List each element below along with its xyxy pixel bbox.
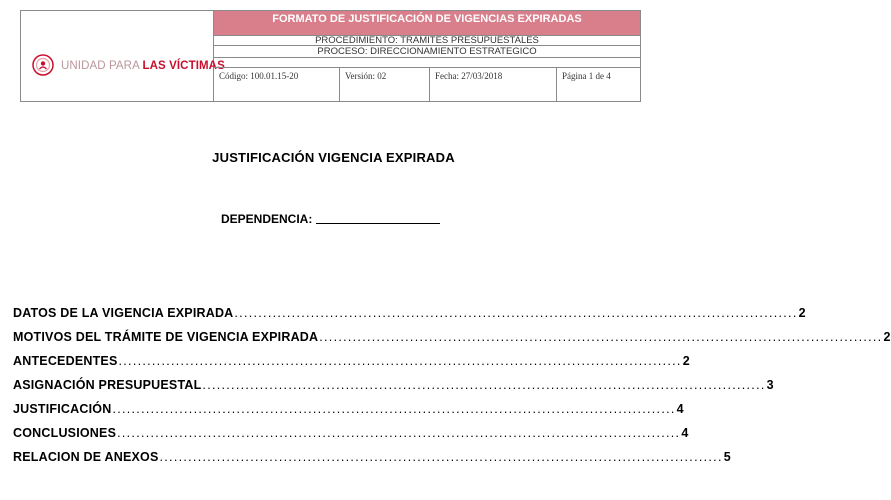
- document-title: JUSTIFICACIÓN VIGENCIA EXPIRADA: [212, 150, 455, 165]
- toc-item-page: 2: [682, 354, 690, 368]
- toc-leader-dots: ......................................................................................................................: [159, 450, 723, 464]
- toc-leader-dots: ......................................................................................................................: [202, 378, 766, 392]
- toc-item-page: 4: [676, 402, 684, 416]
- unidad-victimas-logo-icon: [32, 54, 54, 76]
- toc-leader-dots: ......................................................................................................................: [118, 354, 682, 368]
- toc-item[interactable]: [13, 402, 684, 426]
- fecha-label: Fecha: 27/03/2018: [429, 68, 556, 102]
- toc-item-page: 2: [798, 306, 806, 320]
- logo-cell: [21, 11, 225, 101]
- toc-item[interactable]: [13, 306, 806, 330]
- logo-text-part2: LAS VÍCTIMAS: [142, 60, 225, 72]
- toc-item[interactable]: [13, 330, 891, 354]
- proceso-label: PROCESO: DIRECCIONAMIENTO ESTRATEGICO: [214, 46, 640, 58]
- toc-item-label: JUSTIFICACIÓN: [13, 402, 112, 416]
- toc-item-page: 3: [766, 378, 774, 392]
- toc-item[interactable]: [13, 378, 774, 402]
- toc-item-page: 4: [681, 426, 689, 440]
- toc-leader-dots: ......................................................................................................................: [117, 426, 681, 440]
- meta-row: [214, 67, 640, 101]
- pagina-label: Página 1 de 4: [556, 68, 640, 102]
- toc-item[interactable]: [13, 450, 731, 474]
- toc-leader-dots: ......................................................................................................................: [112, 402, 676, 416]
- toc-leader-dots: ......................................................................................................................: [234, 306, 798, 320]
- toc-item-label: CONCLUSIONES: [13, 426, 117, 440]
- dependencia-blank-line: [316, 212, 440, 224]
- codigo-label: Código: 100.01.15-20: [219, 71, 299, 81]
- logo-text-part1: UNIDAD PARA: [61, 60, 143, 72]
- dependencia-field: [221, 212, 440, 226]
- toc-item[interactable]: [13, 426, 689, 450]
- version-label: Versión: 02: [339, 68, 429, 102]
- toc-item[interactable]: [13, 354, 690, 378]
- dependencia-label: DEPENDENCIA:: [221, 212, 313, 226]
- toc-item-page: 2: [883, 330, 891, 344]
- document-header: [20, 10, 641, 102]
- toc-item-label: MOTIVOS DEL TRÁMITE DE VIGENCIA EXPIRADA: [13, 330, 319, 344]
- toc-item-page: 5: [723, 450, 731, 464]
- table-of-contents: [13, 306, 891, 474]
- toc-leader-dots: ......................................................................................................................: [319, 330, 883, 344]
- toc-item-label: RELACION DE ANEXOS: [13, 450, 159, 464]
- logo-text: [61, 60, 225, 72]
- procedimiento-label: PROCEDIMIENTO: TRAMITES PRESUPUESTALES: [214, 36, 640, 46]
- toc-item-label: ANTECEDENTES: [13, 354, 118, 368]
- toc-item-label: ASIGNACIÓN PRESUPUESTAL: [13, 378, 202, 392]
- toc-item-label: DATOS DE LA VIGENCIA EXPIRADA: [13, 306, 234, 320]
- form-title: FORMATO DE JUSTIFICACIÓN DE VIGENCIAS EXPIRADAS: [214, 11, 640, 36]
